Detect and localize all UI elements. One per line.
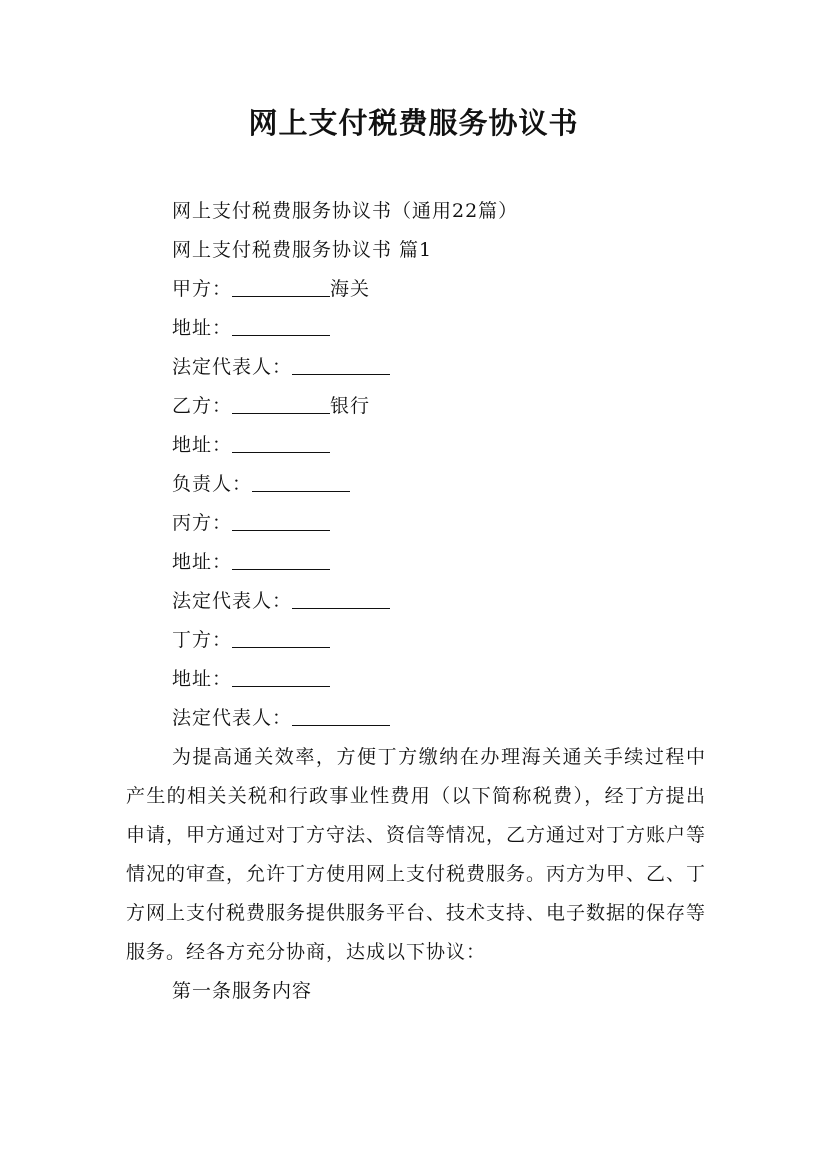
legal-rep-blank — [292, 707, 390, 726]
party-c-label: 丙方： — [172, 512, 233, 534]
address-blank — [232, 668, 330, 687]
document-body — [126, 192, 706, 1011]
party-d-blank — [232, 629, 330, 648]
article-1-heading: 第一条服务内容 — [172, 980, 313, 1002]
legal-rep-label: 法定代表人： — [172, 707, 293, 729]
party-d-legal-rep-line — [126, 699, 706, 738]
party-c-legal-rep-line — [126, 582, 706, 621]
party-a-legal-rep-line — [126, 348, 706, 387]
party-b-responsible-line — [126, 465, 706, 504]
party-a-blank — [232, 278, 330, 297]
document-title: 网上支付税费服务协议书 — [248, 106, 579, 140]
party-b-address-line — [126, 426, 706, 465]
address-blank — [232, 317, 330, 336]
responsible-label: 负责人： — [172, 473, 253, 495]
legal-rep-label: 法定代表人： — [172, 590, 293, 612]
party-d-address-line — [126, 660, 706, 699]
intro-paragraph: 为提高通关效率，方便丁方缴纳在办理海关通关手续过程中产生的相关关税和行政事业性费用（以下简称税费），经丁方提出申请，甲方通过对丁方守法、资信等情况，乙方通过对丁方账户等情况的审查，允许丁方使用网上支付税费服务。丙方为甲、乙、丁方网上支付税费服务提供服务平台、技术支持、电子数据的保存等服务。经各方充分协商，达成以下协议： — [126, 746, 707, 963]
party-d-label: 丁方： — [172, 629, 233, 651]
address-label: 地址： — [172, 317, 233, 339]
party-b-suffix: 银行 — [330, 395, 371, 417]
address-label: 地址： — [172, 434, 233, 456]
party-d-line — [126, 621, 706, 660]
legal-rep-blank — [292, 590, 390, 609]
address-blank — [232, 551, 330, 570]
responsible-blank — [252, 473, 350, 492]
party-a-address-line — [126, 309, 706, 348]
party-b-line — [126, 387, 706, 426]
party-a-line — [126, 270, 706, 309]
legal-rep-label: 法定代表人： — [172, 356, 293, 378]
address-label: 地址： — [172, 551, 233, 573]
party-c-line — [126, 504, 706, 543]
party-b-label: 乙方： — [172, 395, 233, 417]
party-a-label: 甲方： — [172, 278, 233, 300]
party-c-address-line — [126, 543, 706, 582]
party-c-blank — [232, 512, 330, 531]
party-a-suffix: 海关 — [330, 278, 371, 300]
address-label: 地址： — [172, 668, 233, 690]
subtitle-line: 网上支付税费服务协议书（通用22篇） — [172, 200, 519, 222]
party-b-blank — [232, 395, 330, 414]
address-blank — [232, 434, 330, 453]
legal-rep-blank — [292, 356, 390, 375]
section-heading: 网上支付税费服务协议书 篇1 — [172, 239, 433, 261]
